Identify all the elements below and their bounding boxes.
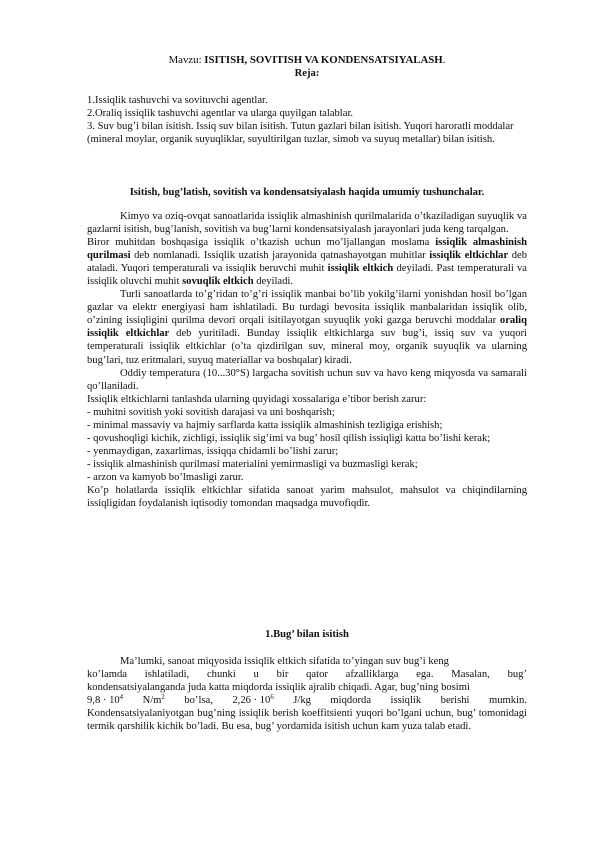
section-heading — [87, 186, 527, 199]
topic-label: Mavzu — [168, 54, 199, 66]
requirement-item: - arzon va kamyob bo’lmasligi zarur. — [87, 471, 244, 483]
term-intermediate-carriers: oraliq issiqlik eltkichlar — [87, 315, 527, 340]
plan-item-2: 2.Oraliq issiqlik tashuvchi agentlar va ularga quyilgan talablar. — [87, 108, 354, 120]
body-text — [87, 210, 527, 510]
steam-line-2 — [87, 668, 527, 681]
tail-word: issiqlik — [390, 695, 422, 707]
requirement-item: - qovushoqligi kichik, zichligi, issiqlik sig’imi va bug’ hosil qilish issiqligi katta bo’lishi kerak; — [87, 432, 491, 444]
paragraph-definitions: Biror muhitdan boshqasiga issiqlik o’tkazish uchun mo’ljallangan moslama issiqlik almashinish qurilmasi deb nomlanadi. Issiqlik uzatish jarayonida qatnashayotgan muhitlar issiqlik eltkichlar deb ataladi. Yuqori temperaturali va issiqlik beruvchi muhit issiqlik eltkich deyiladi. Past temperaturali va issiqlik oluvchi muhit sovuqlik eltkich deyiladi. — [87, 237, 527, 288]
pressure-value: $9,8 \cdot 10^4$ — [87, 694, 124, 707]
term-heat-carrier: issiqlik eltkich — [327, 263, 394, 275]
requirement-item: - issiqlik almashinish qurilmasi materialini yemirmasligi va buzmasligi kerak; — [87, 458, 418, 470]
paragraph-selection: Issiqlik eltkichlarni tanlashda ularning quyidagi xossalariga e’tibor berish zarur: — [87, 393, 427, 405]
plan-item-3: 3. Suv bug’i bilan isitish. Issiq suv bilan isitish. Tutun gazlari bilan isitish. Yuqori haroratli moddalar (mineral moylar, organik suyuqliklar, suyultirilgan tuzlar, simob va suyuq metallar) bilan isitish. — [87, 121, 514, 146]
heat-value: $2,26 \cdot 10^6$ — [232, 694, 274, 707]
plan-item-1: 1.Issiqlik tashuvchi va sovituvchi agentlar. — [87, 95, 268, 106]
tail-word: berishi — [440, 695, 470, 707]
steam-rest: Kondensatsiyalaniyotgan bug’ning issiqlik berish koeffitsienti yuqori bo’lgani uchun, bug’ tomonidagi termik qarshilik kichik bo’ladi. Bu esa, bug’ yordamida isitish uchun kam yuza talab etadi. — [87, 708, 527, 733]
requirement-item: - yenmaydigan, zaxarlimas, issiqqa chidamli bo’lishi zarur; — [87, 445, 339, 457]
section-heading-text: Isitish, bug’latish, sovitish va kondensatsiyalash haqida umumiy tushunchalar. — [129, 187, 485, 198]
steam-line-1-text: Ma’lumki, sanoat miqyosida issiqlik eltkich sifatida to’yingan suv bug’i keng — [120, 656, 449, 667]
topic-title: Mavzu: ISITISH, SOVITISH VA KONDENSATSIYALASH. — [168, 54, 446, 66]
steam-formula-line — [87, 694, 527, 707]
requirement-item: - muhitni sovitish yoki sovitish darajasi va uni boshqarish; — [87, 406, 335, 418]
paragraph-waste-heat: Ko’p holatlarda issiqlik eltkichlar sifatida sanoat yarim mahsulot, mahsulot va chiqindilarning issiqligidan foydalanish iqtisodiy tomondan maqsadga muvofiqdir. — [87, 484, 527, 510]
term-heat-exchanger: issiqlik almashinish qurilmasi — [87, 237, 527, 262]
term-heat-carriers: issiqlik eltkichlar — [429, 250, 509, 262]
steam-line-2-text: ko’lamda ishlatiladi, chunki u bir qator afzalliklarga ega. Masalan, bug’ — [87, 669, 527, 681]
plan-list — [87, 94, 527, 146]
steam-line-3: kondensatsiyalanganda juda katta miqdorda issiqlik ajralib chiqadi. Agar, bug’ning bosimi — [87, 682, 470, 694]
heat-unit: J/kg — [293, 695, 311, 707]
pressure-unit: $N/m^2$ — [142, 694, 165, 707]
word-bolsa: bo’lsa, — [184, 695, 213, 707]
subsection-heading — [87, 628, 527, 641]
term-cold-carrier: sovuqlik eltkich — [182, 276, 254, 288]
plan-label-text: Reja: — [294, 68, 320, 79]
subsection-heading-text: 1.Bug’ bilan isitish — [265, 629, 349, 640]
plan-label — [87, 67, 527, 80]
steam-line-1 — [87, 655, 527, 668]
topic-text: ISITISH, SOVITISH VA KONDENSATSIYALASH — [204, 54, 443, 66]
tail-word: mumkin. — [489, 695, 527, 707]
tail-word: miqdorda — [330, 695, 372, 707]
paragraph-cooling: Oddiy temperatura (10...30°S) largacha sovitish uchun suv va havo keng miqyosda va samarali qo’llaniladi. — [87, 367, 527, 392]
paragraph-intermediate: Turli sanoatlarda to’g’ridan to’g’ri issiqlik manbai bo’lib yokilg’ilarni yonishdan hosil bo’lgan gazlar va elektr energiyasi ham ishlatiladi. Bu turdagi bevosita issiqlik manbalaridan issiqlik olib, o’zining issiqligini qurilma devori orqali isitilayotgan suyuqlik yoki gazga beruvchi moddalar oraliq issiqlik eltkichlar deb yuritiladi. Bunday issiqlik eltkichlarga suv bug’i, issiq suv va yuqori temperaturali issiqlik eltkichlar (o’ta qizdirilgan suv, mineral moy, organik suyuqlik va ularning bug’lari, tuz eritmalari, suyuq materiallar va boshqalar) kiradi. — [87, 289, 527, 366]
steam-paragraph — [87, 655, 527, 733]
paragraph-intro: Kimyo va oziq-ovqat sanoatlarida issiqlik almashinish qurilmalarida o’tkaziladigan suyuqlik va gazlarni isitish, bug’lanish, sovitish va bug’larni kondensatsiyalash jarayonlari juda keng tarqalgan. — [87, 211, 527, 236]
requirement-item: - minimal massaviy va hajmiy sarflarda katta issiqlik almashinish tezligiga erishish; — [87, 419, 443, 431]
